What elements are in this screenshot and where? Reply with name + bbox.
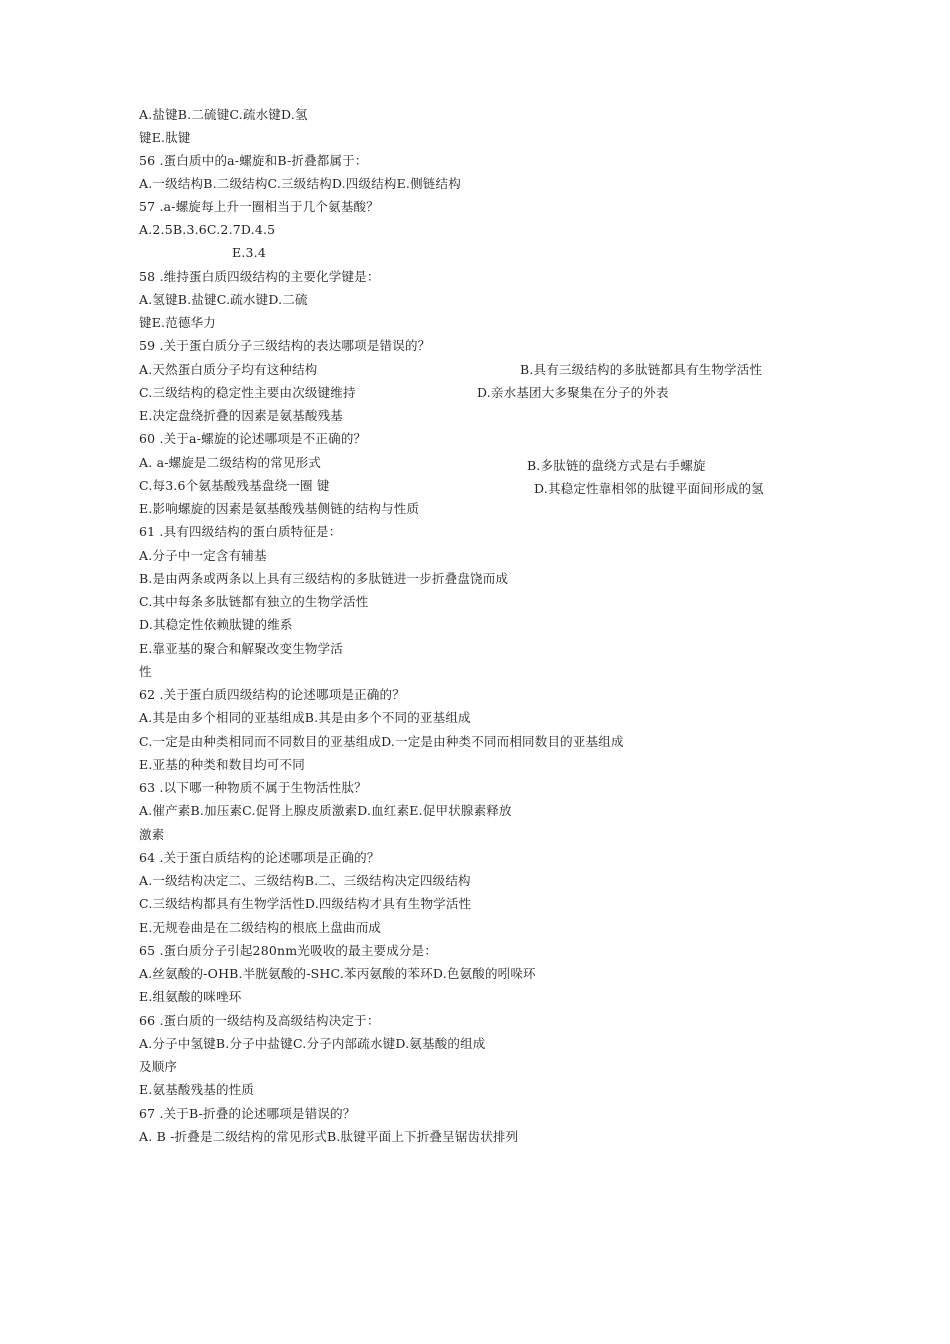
question-58: 58 .维持蛋白质四级结构的主要化学键是： — [139, 269, 380, 284]
text-line: A.一级结构决定二、三级结构B.二、三级结构决定四级结构 — [139, 873, 471, 888]
question-63: 63 .以下哪一种物质不属于生物活性肽？ — [139, 780, 367, 795]
question-65: 65 .蛋白质分子引起280nm光吸收的最主要成分是： — [139, 943, 438, 958]
text-line: 及顺序 — [139, 1059, 178, 1074]
text-line: B.是由两条或两条以上具有三级结构的多肽链进一步折叠盘饶而成 — [139, 571, 509, 586]
text-line: A.催产素B.加压素C.促肾上腺皮质激素D.血红素E.促甲状腺素释放 — [139, 803, 512, 818]
question-61: 61 .具有四级结构的蛋白质特征是： — [139, 524, 342, 539]
text-line: C.一定是由种类相同而不同数目的亚基组成D.一定是由种类不同而相同数目的亚基组成 — [139, 734, 624, 749]
text-line: C.每3.6个氨基酸残基盘绕一圈 键 — [139, 478, 330, 493]
text-line: B.多肽链的盘绕方式是右手螺旋 — [527, 458, 706, 473]
text-line: A.天然蛋白质分子均有这种结构 — [139, 362, 318, 377]
text-line: E.决定盘绕折叠的因素是氨基酸残基 — [139, 408, 343, 423]
text-line: A.丝氨酸的-OHB.半胱氨酸的-SHC.苯丙氨酸的苯环D.色氨酸的吲哚环 — [139, 966, 536, 981]
question-62: 62 .关于蛋白质四级结构的论述哪项是正确的？ — [139, 687, 405, 702]
question-67: 67 .关于B-折叠的论述哪项是错误的？ — [139, 1106, 356, 1121]
text-line: E.影响螺旋的因素是氨基酸残基侧链的结构与性质 — [139, 501, 420, 516]
text-line: D.亲水基团大多聚集在分子的外表 — [477, 385, 669, 400]
text-line: A. a-螺旋是二级结构的常见形式 — [139, 455, 322, 470]
text-line: 键E.范德华力 — [139, 315, 216, 330]
text-line: E.亚基的种类和数目均可不同 — [139, 757, 305, 772]
text-line: E.靠亚基的聚合和解聚改变生物学活 — [139, 641, 343, 656]
text-line: A.分子中一定含有辅基 — [139, 548, 267, 563]
text-line: A.氢键B.盐键C.疏水键D.二硫 — [139, 292, 308, 307]
text-line: 键E.肽键 — [139, 130, 191, 145]
text-line: A.其是由多个相同的亚基组成B.其是由多个不同的亚基组成 — [139, 710, 471, 725]
text-line: A.2.5B.3.6C.2.7D.4.5 — [139, 222, 276, 237]
text-line: C.三级结构的稳定性主要由次级键维持 — [139, 385, 356, 400]
question-56: 56 .蛋白质中的a-螺旋和B-折叠都属于： — [139, 153, 368, 168]
text-line: A.盐键B.二硫键C.疏水键D.氢 — [139, 107, 308, 122]
text-line: A.一级结构B.二级结构C.三级结构D.四级结构E.侧链结构 — [139, 176, 461, 191]
text-line: E.无规卷曲是在二级结构的根底上盘曲而成 — [139, 920, 382, 935]
text-line: D.其稳定性靠相邻的肽键平面间形成的氢 — [534, 481, 764, 496]
text-line: C.其中每条多肽链都有独立的生物学活性 — [139, 594, 369, 609]
text-line: C.三级结构都具有生物学活性D.四级结构才具有生物学活性 — [139, 896, 472, 911]
text-line: B.具有三级结构的多肽链都具有生物学活性 — [520, 362, 763, 377]
text-line: A. B -折叠是二级结构的常见形式B.肽键平面上下折叠呈锯齿状排列 — [139, 1129, 519, 1144]
question-57: 57 .a-螺旋每上升一圈相当于几个氨基酸？ — [139, 199, 379, 214]
text-line: E.3.4 — [232, 245, 266, 260]
text-line: 激素 — [139, 827, 165, 842]
text-line: D.其稳定性依赖肽键的维系 — [139, 617, 293, 632]
question-59: 59 .关于蛋白质分子三级结构的表达哪项是错误的？ — [139, 338, 431, 353]
question-64: 64 .关于蛋白质结构的论述哪项是正确的？ — [139, 850, 380, 865]
question-66: 66 .蛋白质的一级结构及高级结构决定于： — [139, 1013, 380, 1028]
text-line: 性 — [139, 664, 152, 679]
text-line: A.分子中氢键B.分子中盐键C.分子内部疏水键D.氨基酸的组成 — [139, 1036, 486, 1051]
text-line: E.组氨酸的咪唑环 — [139, 989, 242, 1004]
question-60: 60 .关于a-螺旋的论述哪项是不正确的？ — [139, 431, 367, 446]
text-line: E.氨基酸残基的性质 — [139, 1082, 255, 1097]
